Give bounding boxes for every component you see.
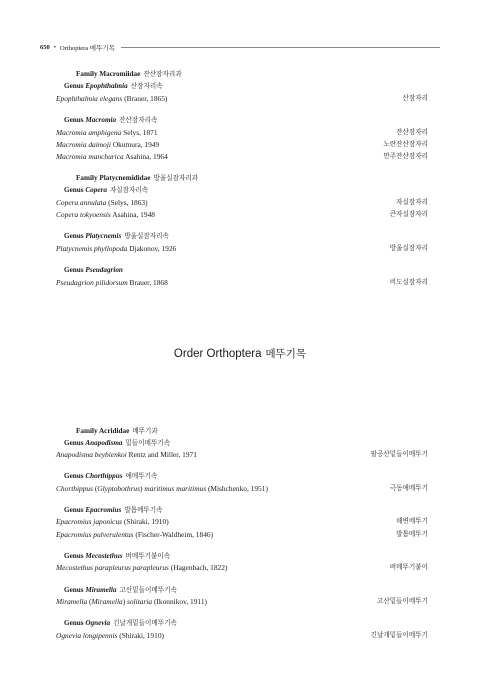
genus-heading [64, 438, 170, 449]
genus-name: Epophthalmia [85, 82, 128, 90]
species-row [56, 630, 428, 641]
species-author: Asahina, 1964 [125, 152, 168, 161]
species-binomial: Mecostethus parapleurus parapleurus [56, 563, 169, 573]
species-row [56, 562, 428, 573]
species-binomial: Chorthippus (Glyptobothrus) maritimus maritimus [56, 483, 207, 493]
species-latin [56, 151, 168, 162]
genus-korean: 자실잠자리속 [109, 186, 149, 194]
species-korean: 고산밑들이메뚜기 [377, 597, 428, 605]
species-author: (Shiraki, 1910) [119, 630, 164, 640]
species-row [56, 127, 428, 138]
species-latin [56, 483, 268, 494]
species-row [56, 243, 428, 254]
species-author: Djakonov, 1926 [129, 244, 177, 253]
species-latin [56, 516, 169, 527]
species-latin [56, 243, 176, 254]
genus-label: Genus Chorthippus [64, 472, 123, 481]
species-korean: 노란잔산잠자리 [383, 140, 428, 148]
species-latin [56, 562, 227, 573]
family-latin: Family Macromiidae [76, 70, 141, 78]
species-binomial: Copera annulata [56, 198, 107, 207]
genus-heading [64, 265, 123, 276]
genus-label: Genus Epacromius [64, 505, 122, 514]
genus-label: Genus Copera [64, 186, 107, 194]
species-row [56, 483, 428, 494]
genus-label: Genus Mecostethus [64, 551, 123, 560]
species-korean: 산잠자리 [402, 94, 428, 102]
species-row [56, 516, 428, 527]
genus-korean: 발톱메뚜기속 [124, 505, 163, 514]
species-korean: 방울실잠자리 [389, 244, 428, 252]
species-latin [56, 529, 213, 540]
genus-korean: 밑들이메뚜기속 [125, 438, 171, 447]
species-row [56, 277, 428, 288]
species-korean: 잔산잠자리 [396, 128, 428, 136]
family-korean: 메뚜기과 [132, 427, 158, 435]
species-binomial: Macromia manchurica [56, 152, 124, 161]
species-row [56, 139, 428, 150]
species-latin [56, 449, 197, 460]
genus-heading [64, 471, 157, 482]
species-latin [56, 630, 164, 641]
species-binomial: Pseudagrion pilidorsum [56, 278, 128, 287]
order-heading [0, 346, 480, 361]
species-latin [56, 127, 158, 138]
genus-korean: 버메뚜기붙이속 [125, 551, 171, 560]
species-row [56, 209, 428, 220]
species-korean: 만주잔산잠자리 [383, 152, 428, 160]
species-korean: 자실잠자리 [396, 198, 428, 206]
genus-korean: 잔산잠자리속 [119, 116, 158, 124]
family-heading [76, 173, 198, 184]
genus-name: Miramella [85, 585, 117, 594]
species-latin [56, 139, 159, 150]
genus-name: Copera [85, 186, 107, 194]
species-latin [56, 209, 155, 220]
genus-label: Genus Miramella [64, 585, 117, 594]
genus-label: Genus Epophthalmia [64, 82, 128, 90]
species-author: Brauer, 1868 [129, 278, 168, 287]
genus-name: Anapodisma [85, 438, 123, 447]
species-binomial: Epacromius japonicus [56, 517, 123, 527]
family-latin: Family Acrididae [76, 427, 130, 435]
species-author: Rentz and Miller, 1971 [128, 450, 197, 459]
species-binomial: Copera tokyoensis [56, 210, 111, 219]
species-korean: 발톱메뚜기 [396, 529, 428, 538]
family-latin: Family Platycnemididae [76, 174, 151, 182]
genus-name: Macromia [85, 116, 117, 124]
family-heading [76, 426, 158, 437]
species-korean: 긴날개밑들이메뚜기 [370, 630, 428, 639]
genus-label: Genus Ognevia [64, 619, 111, 628]
family-korean: 방울실잠자리과 [153, 174, 199, 182]
species-binomial: Anapodisma beybienkoi [56, 450, 127, 459]
genus-heading [64, 81, 163, 92]
header-rule [121, 47, 440, 48]
genus-heading [64, 185, 148, 196]
species-korean: 해변메뚜기 [396, 517, 428, 526]
species-author: (Selys, 1863) [108, 198, 148, 207]
family-korean: 잔산잠자리과 [143, 70, 182, 78]
genus-heading [64, 585, 177, 596]
species-latin [56, 197, 148, 208]
species-korean: 큰자실잠자리 [389, 210, 428, 218]
species-author: (Ikonnikov, 1911) [153, 597, 207, 606]
species-row [56, 529, 428, 540]
genus-name: Epacromius [85, 505, 122, 514]
species-latin [56, 93, 167, 104]
species-binomial: Macromia amphigena [56, 128, 122, 137]
genus-heading [64, 231, 169, 242]
species-korean: 팔공산밑들이메뚜기 [370, 450, 428, 458]
species-author: (Shiraki, 1910) [123, 517, 169, 527]
species-author: Selys, 1871 [123, 128, 158, 137]
genus-label: Genus Pseudagrion [64, 266, 123, 274]
species-row [56, 93, 428, 104]
species-author: (Mishchenko, 1951) [207, 483, 268, 493]
species-binomial: Macromia daimoji [56, 140, 111, 149]
genus-label: Genus Anapodisma [64, 438, 123, 447]
species-binomial: Epophthalmia elegans [56, 94, 123, 103]
genus-name: Pseudagrion [85, 266, 123, 274]
genus-korean: 방울실잠자리속 [124, 232, 169, 240]
genus-name: Chorthippus [85, 472, 123, 481]
species-row [56, 596, 428, 607]
species-author: (Fischer-Waldheim, 1846) [135, 529, 214, 539]
family-heading [76, 69, 182, 80]
species-row [56, 449, 428, 460]
page-number: 650 [40, 43, 50, 51]
genus-name: Mecostethus [85, 551, 123, 560]
genus-label: Genus Macromia [64, 116, 117, 124]
species-korean: 비도실잠자리 [389, 278, 428, 286]
species-author: (Hagenbach, 1822) [170, 563, 228, 573]
species-latin [56, 277, 168, 288]
genus-korean: 산잠자리속 [130, 82, 163, 90]
running-header [40, 42, 440, 52]
genus-korean: 긴날개밑들이메뚜기속 [113, 619, 177, 628]
header-separator: • [53, 43, 57, 51]
genus-heading [64, 505, 163, 516]
running-title: Orthoptera 메뚜기목 [60, 44, 115, 52]
genus-korean: 고산밑들이메뚜기속 [119, 585, 177, 594]
species-author: (Brauer, 1865) [124, 94, 168, 103]
species-korean: 극동애메뚜기 [389, 483, 428, 492]
genus-name: Ognevia [85, 619, 111, 628]
order-latin: Order Orthoptera [173, 348, 262, 360]
genus-korean: 애메뚜기속 [125, 472, 158, 481]
species-binomial: Epacromius pulverulentus [56, 529, 134, 539]
species-binomial: Miramella (Miramella) solitaria [56, 597, 153, 606]
genus-heading [64, 115, 157, 126]
species-row [56, 197, 428, 208]
species-korean: 버메뚜기붙이 [389, 563, 428, 572]
species-row [56, 151, 428, 162]
genus-heading [64, 618, 177, 629]
genus-name: Platycnemis [85, 232, 122, 240]
genus-heading [64, 551, 170, 562]
order-korean: 메뚜기목 [265, 348, 307, 360]
species-author: Okumura, 1949 [112, 140, 160, 149]
species-latin [56, 596, 207, 607]
genus-label: Genus Platycnemis [64, 232, 122, 240]
species-author: Asahina, 1948 [112, 210, 155, 219]
species-binomial: Platycnemis phyllopoda [56, 244, 128, 253]
species-binomial: Ognevia longipennis [56, 630, 118, 640]
